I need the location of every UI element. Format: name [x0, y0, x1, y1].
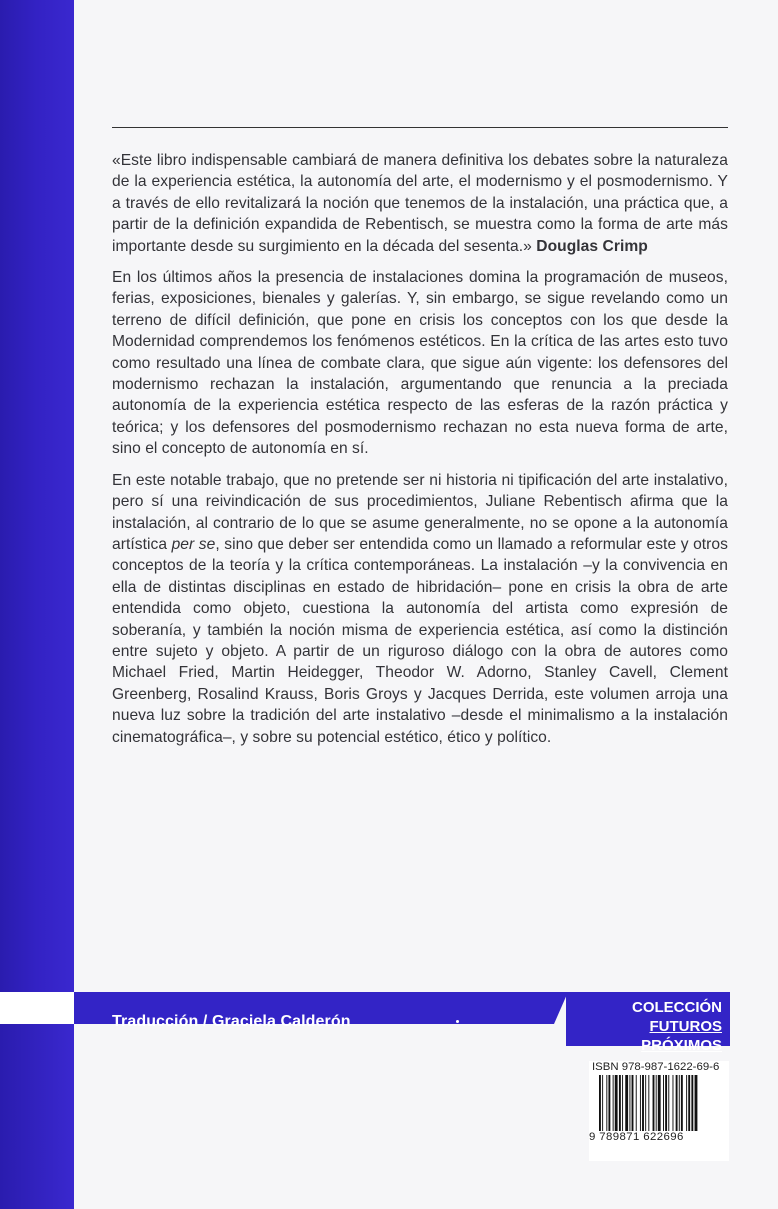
collection-line-2: FUTUROS PRÓXIMOS: [641, 1018, 722, 1054]
collection-label: [566, 992, 730, 1054]
back-cover-text: [112, 150, 728, 758]
collection-line-1: COLECCIÓN: [632, 999, 722, 1016]
quote-author: Douglas Crimp: [536, 237, 648, 255]
body-paragraph-2: [112, 470, 728, 748]
left-blue-bar-lower: [0, 1024, 74, 1209]
left-bar-gap: [0, 992, 74, 1024]
body-paragraph-2-part-a: En este notable trabajo, que no pretende ser ni historia ni tipificación del arte instalativo, pero sí una reivindicación de sus procedimientos, Juliane Rebentisch afirma que la instalación, al contrario de lo que se asume generalmente, no se opone a la autonomía artística: [112, 471, 728, 553]
isbn-barcode: [589, 1061, 729, 1161]
isbn-label: ISBN 978-987-1622-69-6: [592, 1061, 720, 1073]
quote-text: «Este libro indispensable cambiará de manera definitiva los debates sobre la naturaleza de la experiencia estética, la autonomía del arte, el modernismo y el posmodernismo. Y a través de ello revitalizará la noción que tenemos de la instalación, una práctica que, a partir de la definición expandida de Rebentisch, se muestra como la forma de arte más importante desde su surgimiento en la década del sesenta.»: [112, 152, 728, 255]
body-paragraph-2-part-b: , sino que deber ser entendida como un llamado a reformular este y otros conceptos de la teoría y la crítica contemporáneas. La instalación –y la convivencia en ella de distintas disciplinas en estado de hibridación– pone en crisis la obra de arte entendida como objeto, cuestiona la autonomía del artista como expresión de soberanía, y también la noción misma de experiencia estética, así como la distinción entre sujeto y objeto. A partir de un riguroso diálogo con la obra de autores como Michael Fried, Martin Heidegger, Theodor W. Adorno, Stanley Cavell, Clement Greenberg, Rosalind Krauss, Boris Groys y Jacques Derrida, este volumen arroja una nueva luz sobre la tradición del arte instalativo –desde el minimalismo a la instalación cinematográfica–, y sobre su potencial estético, ético y político.: [112, 535, 728, 746]
band-dot: [456, 1020, 459, 1023]
top-rule-divider: [112, 127, 728, 128]
barcode-bars: [589, 1075, 729, 1133]
quote-paragraph: [112, 150, 728, 257]
body-paragraph-1: En los últimos años la presencia de instalaciones domina la programación de museos, ferias, exposiciones, bienales y galerías. Y, sin embargo, se sigue revelando como un terreno de difícil definición, que pone en crisis los conceptos con los que desde la Modernidad comprendemos los fenómenos estéticos. En la crítica de las artes esto tuvo como resultado una línea de combate clara, que sigue aún vigente: los defensores del modernismo rechazan la instalación, argumentando que renuncia a la preciada autonomía de la experiencia estética respecto de las esferas de la razón práctica y teórica; y los defensores del posmodernismo rechazan no esta nueva forma de arte, sino el concepto de autonomía en sí.: [112, 269, 728, 458]
barcode-digits: 9 789871 622696: [589, 1131, 684, 1143]
translator-credit: Traducción / Graciela Calderón: [112, 1013, 351, 1030]
body-paragraph-2-italic: per se: [171, 535, 216, 553]
